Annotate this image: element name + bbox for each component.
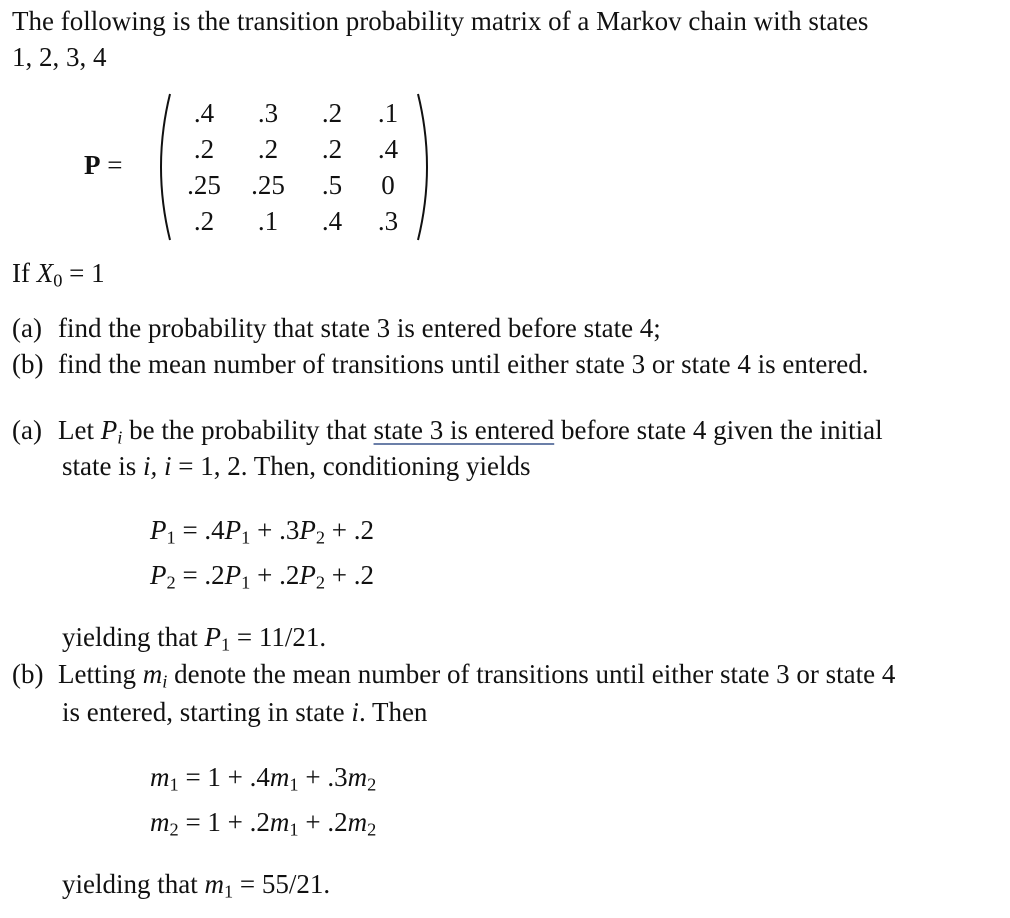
math-sub: 1	[220, 634, 231, 655]
math-var: P	[299, 515, 316, 545]
initial-rest: = 1	[62, 258, 105, 288]
text-run: = 11/21.	[230, 622, 327, 652]
math-text: + .3	[298, 762, 348, 792]
math-sub: 1	[169, 774, 179, 795]
solution-a-result	[62, 622, 326, 653]
math-var: m	[204, 869, 224, 899]
matrix-cell: .2	[321, 98, 343, 128]
solution-a-line-2	[62, 451, 530, 482]
math-sub: 2	[315, 572, 326, 593]
matrix-symbol: P	[84, 150, 101, 180]
matrix-cell: .1	[377, 98, 399, 128]
equation-a-2	[150, 560, 374, 591]
math-text: + .2	[298, 807, 348, 837]
question-b	[12, 349, 869, 380]
math-text: = .2	[175, 560, 225, 590]
equation-a-1	[150, 515, 374, 546]
text-run: is entered, starting in state	[62, 697, 352, 727]
matrix-cell: .1	[257, 206, 279, 236]
matrix-equals: =	[107, 150, 123, 180]
solution-label: (a)	[12, 415, 42, 445]
initial-prefix: If	[12, 258, 30, 288]
transition-matrix	[150, 92, 440, 242]
question-a	[12, 313, 661, 344]
text-run: denote the mean number of transitions until either state 3 or state 4	[167, 659, 896, 689]
matrix-cell: 0	[381, 170, 395, 200]
text-run: Let	[58, 415, 101, 445]
math-var: P	[150, 560, 167, 590]
intro-line-2: 1, 2, 3, 4	[12, 42, 107, 72]
text-run: . Then	[358, 697, 428, 727]
math-text: = 1 + .2	[178, 807, 270, 837]
math-sub: 2	[169, 819, 179, 840]
matrix-cell: .2	[321, 134, 343, 164]
text-run: Letting	[58, 659, 143, 689]
math-sub: 1	[289, 774, 299, 795]
math-text: = .4	[175, 515, 225, 545]
math-var: m	[269, 807, 290, 837]
text-run: = 55/21.	[233, 869, 331, 899]
math-var: P	[224, 515, 242, 545]
math-sub: 1	[166, 527, 176, 548]
math-text: + .2	[325, 515, 375, 545]
math-var: i	[351, 697, 359, 727]
math-var: i, i	[143, 451, 172, 481]
matrix-label	[84, 150, 122, 181]
math-sub: 2	[367, 819, 377, 840]
intro-line-1: The following is the transition probability matrix of a Markov chain with states	[12, 6, 869, 36]
math-sub: 2	[367, 774, 377, 795]
text-run: be the probability that	[122, 415, 374, 445]
math-sub: 2	[315, 527, 326, 548]
equation-b-1	[150, 762, 376, 793]
math-text: = 1 + .4	[178, 762, 270, 792]
solution-b-result	[62, 869, 330, 900]
math-var: P	[100, 415, 118, 445]
matrix-cell: .3	[377, 206, 399, 236]
math-sub: 1	[289, 819, 299, 840]
math-text: + .2	[250, 560, 300, 590]
text-run: yielding that	[62, 869, 205, 899]
equation-b-2	[150, 807, 376, 838]
math-var: m	[150, 807, 170, 837]
state-link[interactable]: state 3 is entered	[373, 415, 555, 445]
math-var: P	[224, 560, 242, 590]
math-var: m	[347, 807, 368, 837]
math-var: m	[347, 762, 368, 792]
matrix-cell: .4	[377, 134, 399, 164]
matrix-cell: .25	[251, 170, 285, 200]
text-run: state is	[62, 451, 143, 481]
math-var: m	[150, 762, 170, 792]
initial-var: X	[36, 258, 54, 288]
matrix-cell: .2	[193, 134, 215, 164]
solution-b-line-1	[12, 659, 895, 690]
math-var: m	[269, 762, 290, 792]
math-var: P	[204, 622, 221, 652]
initial-condition	[12, 258, 105, 289]
question-label: (a)	[12, 313, 42, 343]
matrix-cell: .3	[257, 98, 279, 128]
matrix-cell: .2	[257, 134, 279, 164]
initial-sub: 0	[53, 270, 63, 291]
matrix-cell: .5	[321, 170, 343, 200]
matrix-cell: .4	[193, 98, 215, 128]
solution-label: (b)	[12, 659, 44, 689]
text-run: before state 4 given the initial	[554, 415, 883, 445]
math-sub: 1	[223, 881, 234, 902]
math-var: P	[150, 515, 167, 545]
question-label: (b)	[12, 349, 44, 379]
solution-a-line-1	[12, 415, 883, 446]
math-sub: 1	[241, 572, 251, 593]
question-text: find the mean number of transitions until either state 3 or state 4 is entered.	[58, 349, 869, 379]
math-text: + .3	[250, 515, 300, 545]
math-sub: 2	[166, 572, 176, 593]
math-text: + .2	[325, 560, 375, 590]
text-run: yielding that	[62, 622, 205, 652]
text-run: = 1, 2. Then, conditioning yields	[171, 451, 531, 481]
matrix-cell: .25	[187, 170, 221, 200]
right-parenthesis	[416, 92, 438, 242]
question-text: find the probability that state 3 is entered before state 4;	[58, 313, 661, 343]
solution-b-line-2	[62, 697, 427, 728]
math-var: P	[299, 560, 316, 590]
math-var: m	[142, 659, 163, 689]
math-sub: i	[162, 671, 168, 692]
left-parenthesis	[150, 92, 172, 242]
matrix-cell: .2	[193, 206, 215, 236]
matrix-cell: .4	[321, 206, 343, 236]
math-sub: i	[117, 427, 123, 448]
math-sub: 1	[241, 527, 251, 548]
